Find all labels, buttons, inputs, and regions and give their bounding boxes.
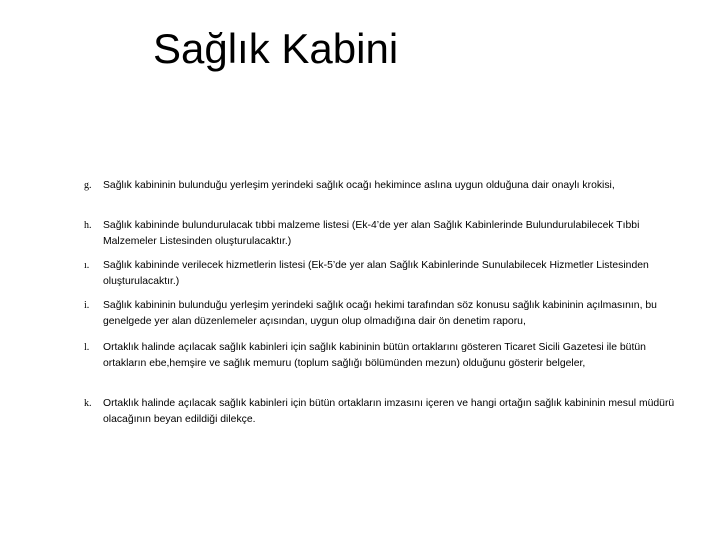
- list-item-marker: i.: [84, 300, 90, 311]
- list-item-text: Sağlık kabininin bulunduğu yerleşim yerindeki sağlık ocağı hekimince aslına uygun olduğuna dair onaylı krokisi,: [103, 180, 615, 191]
- list-item-text: Ortaklık halinde açılacak sağlık kabinleri için sağlık kabininin bütün ortaklarını gösteren Ticaret Sicili Gazetesi ile bütün ortakların ebe,hemşire ve sağlık memuru (toplum sağlığı bölümünden mezun) olduğunu gösterir belgeler,: [103, 342, 646, 369]
- list-item-text: Ortaklık halinde açılacak sağlık kabinleri için bütün ortakların imzasını içeren ve hangi ortağın sağlık kabininin mesul müdürü olacağının beyan edildiği dilekçe.: [103, 398, 675, 425]
- list-item-marker: ı.: [84, 260, 90, 271]
- list-item-marker: g.: [84, 180, 92, 191]
- list-item-marker: h.: [84, 220, 92, 231]
- list-item-text: Sağlık kabininin bulunduğu yerleşim yerindeki sağlık ocağı hekimi tarafından söz konusu sağlık kabininin açılmasının, bu genelgede yer alan düzenlemeler açısından, uygun olup olmadığına dair ön denetim raporu,: [103, 300, 657, 327]
- list-item-text: Sağlık kabininde verilecek hizmetlerin listesi (Ek-5’de yer alan Sağlık Kabinlerinde Sunulabilecek Hizmetler Listesinden oluşturulacaktır.): [103, 260, 649, 287]
- list-item-marker: k.: [84, 398, 92, 409]
- slide-title: Sağlık Kabini: [153, 25, 399, 72]
- list-item-text: Sağlık kabininde bulundurulacak tıbbi malzeme listesi (Ek-4’de yer alan Sağlık Kabinlerinde Bulundurulabilecek Tıbbi Malzemeler Listesinden oluşturulacaktır.): [103, 220, 640, 247]
- list-item-marker: l.: [84, 342, 90, 353]
